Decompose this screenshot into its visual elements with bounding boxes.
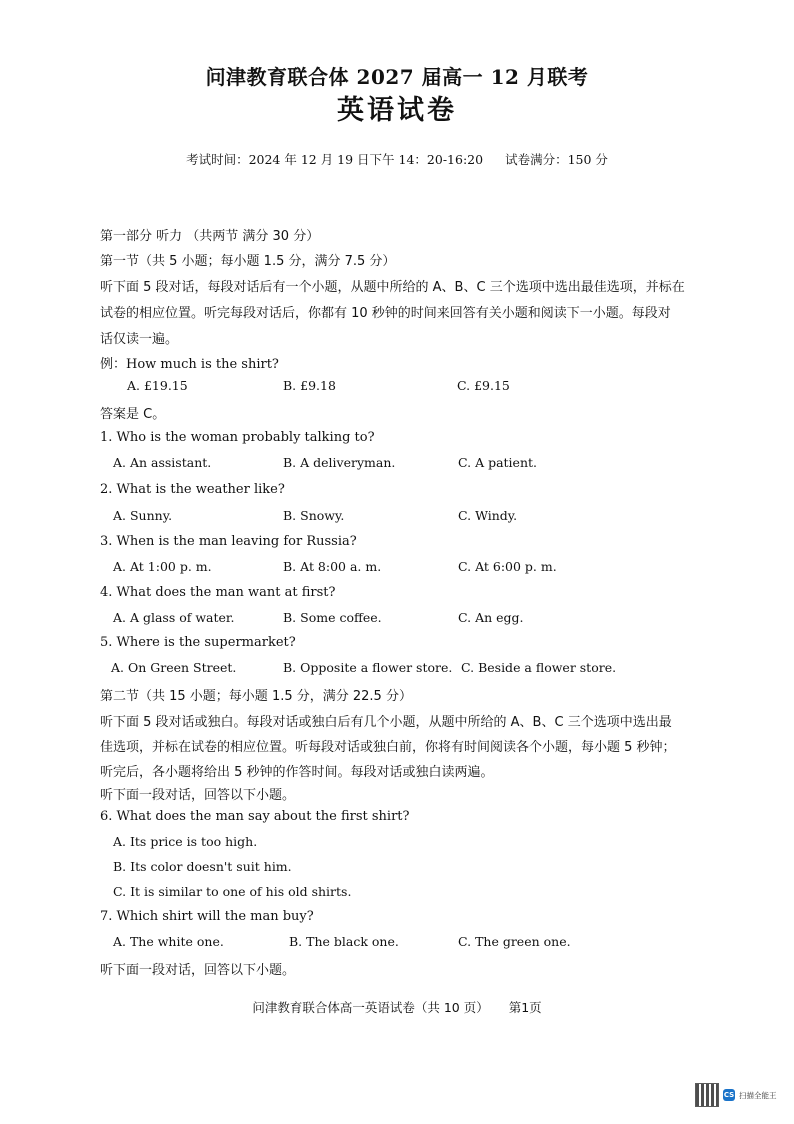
q1-option-a: A. An assistant. [113, 455, 212, 470]
footer-title: 问津教育联合体高一英语试卷（共 10 页） [252, 1000, 489, 1015]
q5-option-c: C. Beside a flower store. [461, 660, 617, 675]
section2-instr-2: 佳选项，并标在试卷的相应位置。听每段对话或独白前，你将有时间阅读各个小题，每小题 5 秒钟； [100, 740, 676, 755]
example-option-a: A. £19.15 [127, 378, 188, 393]
q7-option-c: C. The green one. [458, 934, 571, 949]
section1-instr-3: 话仅读一遍。 [100, 332, 179, 347]
page-title-line2: 英语试卷 [337, 95, 457, 126]
q6-option-a: A. Its price is too high. [113, 834, 258, 849]
full-score: 试卷满分：150 分 [505, 152, 608, 167]
dialogue-prompt-2: 听下面一段对话，回答以下小题。 [100, 963, 296, 978]
q3-option-b: B. At 8:00 a. m. [283, 559, 382, 574]
camscanner-logo-icon: CS [723, 1091, 735, 1099]
example-answer: 答案是 C。 [100, 407, 166, 422]
q5-option-b: B. Opposite a flower store. [283, 660, 453, 675]
question-5: 5. Where is the supermarket? [100, 635, 296, 650]
section2-instr-1: 听下面 5 段对话或独白。每段对话或独白后有几个小题，从题中所给的 A、B、C 三个选项中选出最 [100, 715, 672, 730]
question-4: 4. What does the man want at first? [100, 585, 336, 600]
q4-option-a: A. A glass of water. [113, 610, 235, 625]
q4-option-c: C. An egg. [458, 610, 524, 625]
example-option-b: B. £9.18 [283, 378, 336, 393]
question-1: 1. Who is the woman probably talking to? [100, 430, 375, 445]
camscanner-label: 扫描全能王 [739, 1090, 777, 1100]
q1-option-b: B. A deliveryman. [283, 455, 396, 470]
q6-option-b: B. Its color doesn't suit him. [113, 859, 292, 874]
section1-instr-2: 试卷的相应位置。听完每段对话后，你都有 10 秒钟的时间来回答有关小题和阅读下一小题。每段对 [100, 306, 671, 321]
q2-option-c: C. Windy. [458, 508, 518, 523]
exam-time: 考试时间：2024 年 12 月 19 日下午 14：20-16:20 [186, 152, 484, 167]
q4-option-b: B. Some coffee. [283, 610, 382, 625]
q3-option-c: C. At 6:00 p. m. [458, 559, 557, 574]
qr-code-icon [695, 1083, 719, 1107]
question-7: 7. Which shirt will the man buy? [100, 909, 314, 924]
q7-option-b: B. The black one. [289, 934, 399, 949]
q1-option-c: C. A patient. [458, 455, 537, 470]
question-6: 6. What does the man say about the first shirt? [100, 809, 410, 824]
q2-option-a: A. Sunny. [113, 508, 173, 523]
page-number: 第1页 [508, 1000, 542, 1015]
q3-option-a: A. At 1:00 p. m. [113, 559, 212, 574]
exam-info [0, 150, 794, 168]
section2-heading: 第二节（共 15 小题；每小题 1.5 分，满分 22.5 分） [100, 689, 412, 704]
dialogue-prompt-1: 听下面一段对话，回答以下小题。 [100, 788, 296, 803]
page-title-line1: 问津教育联合体 2027 届高一 12 月联考 [205, 65, 589, 89]
example-option-c: C. £9.15 [457, 378, 510, 393]
q7-option-a: A. The white one. [113, 934, 224, 949]
q2-option-b: B. Snowy. [283, 508, 345, 523]
example-question: 例：How much is the shirt? [100, 357, 279, 372]
scanner-stamp [695, 1082, 781, 1108]
page-footer [0, 998, 794, 1016]
section1-heading: 第一节（共 5 小题；每小题 1.5 分，满分 7.5 分） [100, 254, 396, 269]
q6-option-c: C. It is similar to one of his old shirts. [113, 884, 352, 899]
section1-instr-1: 听下面 5 段对话，每段对话后有一个小题，从题中所给的 A、B、C 三个选项中选出最佳选项，并标在 [100, 280, 685, 295]
section2-instr-3: 听完后，各小题将给出 5 秒钟的作答时间。每段对话或独白读两遍。 [100, 765, 494, 780]
part1-heading: 第一部分 听力 （共两节 满分 30 分） [100, 229, 320, 244]
question-2: 2. What is the weather like? [100, 482, 285, 497]
question-3: 3. When is the man leaving for Russia? [100, 534, 357, 549]
q5-option-a: A. On Green Street. [111, 660, 237, 675]
